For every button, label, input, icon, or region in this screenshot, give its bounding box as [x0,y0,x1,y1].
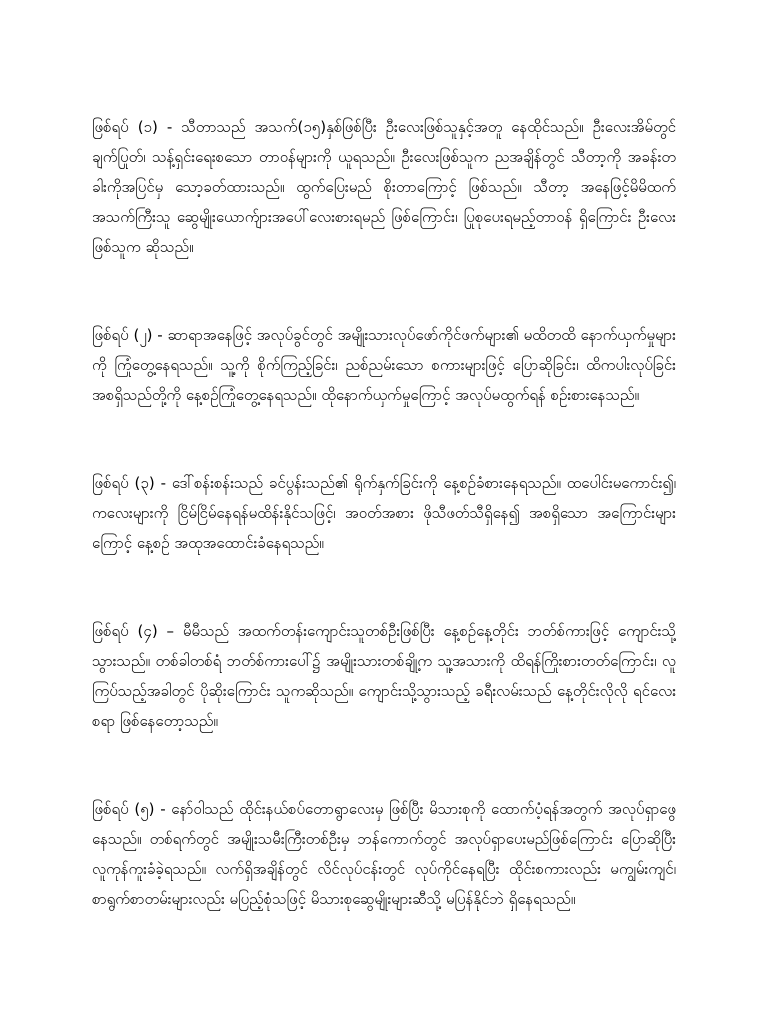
case-paragraph-5: ဖြစ်ရပ် (၅) - နော်ဝါသည် ထိုင်းနယ်စပ်တောရွာလေးမှ ဖြစ်ပြီး မိသားစုကို ထောက်ပံ့ရန်အတွက် အလုပ်ရှာဖွေနေသည်။ တစ်ရက်တွင် အမျိုးသမီးကြီးတစ်ဦးမှ ဘန်ကောက်တွင် အလုပ်ရှာပေးမည်ဖြစ်ကြောင်း ပြောဆိုပြီး လူကုန်ကူးခံခဲ့ရသည်။ လက်ရှိအချိန်တွင် လိင်လုပ်ငန်းတွင် လုပ်ကိုင်နေရပြီး ထိုင်းစကားလည်း မကျွမ်းကျင်၊ စာရွက်စာတမ်းများလည်း မပြည့်စုံသဖြင့် မိသားစုဆွေမျိုးများဆီသို့ မပြန်နိုင်ဘဲ ရှိနေရသည်။ [92,800,676,908]
case-paragraph-3: ဖြစ်ရပ် (၃) - ဒေါ်စန်းစန်းသည် ခင်ပွန်းသည်၏ ရိုက်နှက်ခြင်းကို နေ့စဉ်ခံစားနေရသည်။ ထပေါင်းမကောင်း၍၊ ကလေးများကို ငြိမ်ငြိမ်နေရန်မထိန်းနိုင်သဖြင့်၊ အဝတ်အစား ဖိုသီဖတ်သီရှိနေ၍ အစရှိသော အကြောင်းများကြောင့် နေ့စဉ် အထုအထောင်းခံနေရသည်။ [92,474,676,552]
case-paragraph-2: ဖြစ်ရပ် (၂) - ဆာရာအနေဖြင့် အလုပ်ခွင်တွင် အမျိုးသားလုပ်ဖော်ကိုင်ဖက်များ၏ မထိတထိ နောက်ယှက်မှုများကို ကြုံတွေ့နေရသည်။ သူ့ကို စိုက်ကြည့်ခြင်း၊ ညစ်ညမ်းသော စကားများဖြင့် ပြောဆိုခြင်း၊ ထိကပါးလုပ်ခြင်း အစရှိသည်တို့ကို နေ့စဉ်ကြုံတွေ့နေရသည်။ ထိုနောက်ယှက်မှုကြောင့် အလုပ်မထွက်ရန် စဉ်းစားနေသည်။ [92,326,676,404]
case-paragraph-1: ဖြစ်ရပ် (၁) - သီတာသည် အသက်(၁၅)နှစ်ဖြစ်ပြီး ဦးလေးဖြစ်သူနှင့်အတူ နေထိုင်သည်။ ဦးလေးအိမ်တွင် ချက်ပြုတ်၊ သန့်ရှင်းရေးစသော တာဝန်များကို ယူရသည်။ ဦးလေးဖြစ်သူက ညအချိန်တွင် သီတာ့ကို အခန်းတခါးကိုအပြင်မှ သော့ခတ်ထားသည်။ ထွက်ပြေးမည် စိုးတာကြောင့် ဖြစ်သည်။ သီတာ့ အနေဖြင့်မိမိထက် အသက်ကြီးသူ ဆွေမျိုးယောက်ျားအပေါ်လေးစားရမည် ဖြစ်ကြောင်း၊ ပြုစုပေးရမည့်တာဝန် ရှိကြောင်း ဦးလေးဖြစ်သူက ဆိုသည်။ [92,118,676,256]
document-page [92,112,676,914]
case-paragraph-4: ဖြစ်ရပ် (၄) – မီမီသည် အထက်တန်းကျောင်းသူတစ်ဦးဖြစ်ပြီး နေ့စဉ်နေ့တိုင်း ဘတ်စ်ကားဖြင့် ကျောင်းသို့ သွားသည်။ တစ်ခါတစ်ရံ ဘတ်စ်ကားပေါ်၌ အမျိုးသားတစ်ချို့က သူ့အသားကို ထိရန်ကြိုးစားတတ်ကြောင်း၊ လူကြပ်သည့်အခါတွင် ပိုဆိုးကြောင်း သူကဆိုသည်။ ကျောင်းသို့သွားသည့် ခရီးလမ်းသည် နေ့တိုင်းလိုလို ရင်လေးစရာ ဖြစ်နေတော့သည်။ [92,622,676,730]
